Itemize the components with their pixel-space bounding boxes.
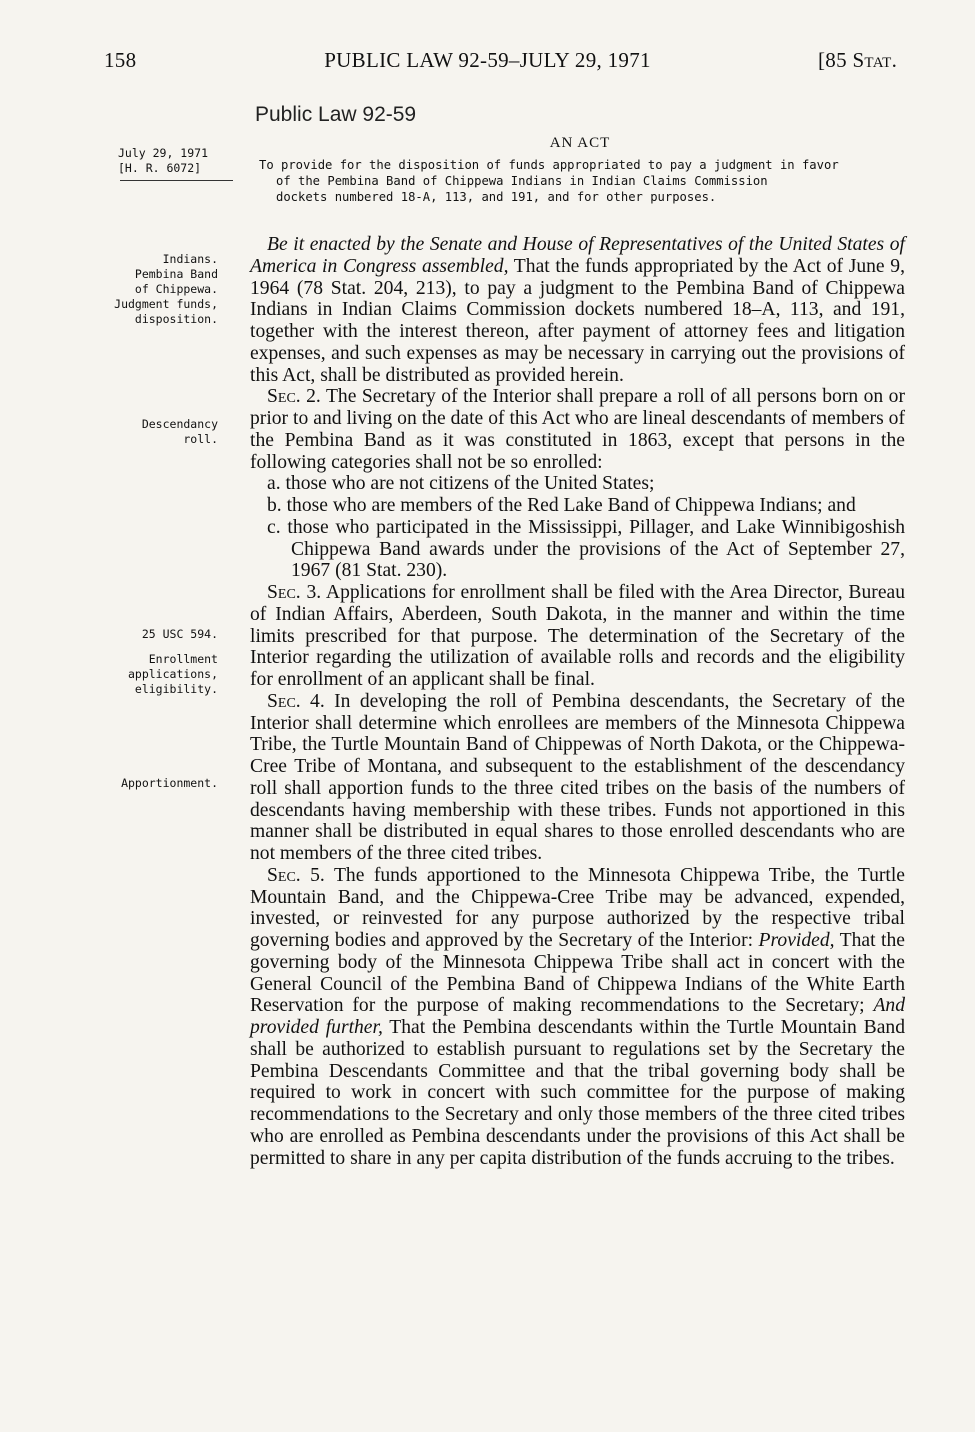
margin-note-apportionment: Apportionment. [121,776,218,790]
section-text: That the governing body of the Minnesota Chippewa Tribe shall act in concert with the General Council of the Pembina Band of Chippewa Indians of the White Earth Reservation for the purpose of making recommendations to the Secretary; [250,930,905,1017]
provided-further-italic: And provided further, [250,995,905,1038]
provided-italic: Provided, [758,930,835,951]
margin-line: roll. [183,432,218,446]
section-3 [250,582,905,691]
margin-line: disposition. [134,312,218,326]
date-line: July 29, 1971 [118,146,209,160]
margin-note-indians [88,252,218,327]
running-title: PUBLIC LAW 92-59–JULY 29, 1971 [324,48,651,72]
margin-note-enrollment [88,652,218,697]
act-heading: AN ACT [549,135,611,151]
list-item: c. those who participated in the Mississippi, Pillager, and Lake Winnibigoshish Chippewa Band awards under the provisions of the Act of September 27, 1967 (81 Stat. 230). [267,516,905,582]
section-text: The funds apportioned to the Minnesota Chippewa Tribe, the Turtle Mountain Band, and the Chippewa-Cree Tribe may be advanced, expended, invested, or reinvested for any purpose authorized by the respective tribal governing bodies and approved by the Secretary of the Interior: [250,864,906,951]
enacting-italic: Be it enacted by the Senate and House of Representatives of the United States of America in Congress assembled, [250,234,905,277]
bill-number: [H. R. 6072] [118,161,202,175]
purpose-line: of the Pembina Band of Chippewa Indians in Indian Claims Commission [276,174,768,188]
date-note [118,146,208,176]
margin-line: Indians. [162,252,218,266]
margin-line: Descendancy [141,417,218,431]
section-label: Sec. 2. [267,386,321,408]
section-text: In developing the roll of Pembina descendants, the Secretary of the Interior shall determine which enrollees are members of the Minnesota Chippewa Tribe, the Turtle Mountain Band of Chippewas of North Dakota, or the Chippewa-Cree Tribe of Montana, and subsequent to the establishment of the descendancy roll shall apportion funds to the three cited tribes on the basis of the numbers of descendants having membership with these tribes. Funds not apportioned in this manner shall be distributed in equal shares to those enrolled descendants who are not members of the three cited tribes. [250,690,906,864]
purpose-line: dockets numbered 18-A, 113, and 191, and for other purposes. [276,190,717,204]
section-text: That the Pembina descendants within the Turtle Mountain Band shall be authorized to establish pursuant to regulations set by the Secretary the Pembina Descendants Committee and that the tribal governing body shall be required to work in concert with such committee for the purpose of making recommendations to the Secretary and only those members of the three cited tribes who are enrolled as Pembina descendants under the provisions of this Act shall be permitted to share in any per capita distribution of the funds accruing to the tribes. [250,1017,905,1169]
section-label: Sec. 4. [267,690,325,712]
statute-body [250,234,905,1169]
margin-note-roll [88,417,218,447]
section-4 [250,691,905,865]
margin-line: Enrollment [148,652,218,666]
margin-note-usc: 25 USC 594. [141,627,218,641]
section-2 [250,386,905,473]
statute-volume [818,48,897,73]
page-number: 158 [104,48,137,72]
margin-line: applications, [127,667,218,681]
list-item: a. those who are not citizens of the United States; [267,473,655,495]
margin-line: Pembina Band [134,267,218,281]
section-1-text: That the funds appropriated by the Act of June 9, 1964 (78 Stat. 204, 213), to pay a judgment to the Pembina Band of Chippewa Indians in Indian Claims Commission dockets numbered 18–A, 113, and 191, together with the interest thereon, after payment of attorney fees and litigation expenses, and such expenses as may be necessary in carrying out the provisions of this Act, shall be distributed as provided herein. [250,255,905,386]
margin-line: eligibility. [134,682,218,696]
stat-prefix: [85 [818,48,853,72]
law-title: Public Law 92-59 [255,103,417,126]
margin-line: Judgment funds, [114,297,218,311]
section-text: The Secretary of the Interior shall prepare a roll of all persons born on or prior to and living on the date of this Act who are lineal descendants of members of the Pembina Band as it was constituted in 1863, except that persons in the following categories shall not be so enrolled: [250,386,905,473]
section-label: Sec. 3. [267,582,322,603]
section-text: Applications for enrollment shall be filed with the Area Director, Bureau of Indian Affairs, Aberdeen, South Dakota, in the manner and within the time limits prescribed for that purpose. The determination of the Secretary of the Interior regarding the utilization of available rolls and records and the eligibility for enrollment of an applicant shall be final. [250,582,906,690]
stat-word: Stat. [852,48,898,72]
enacting-clause [250,234,905,386]
section-label: Sec. 5. [267,864,325,886]
purpose-line: To provide for the disposition of funds appropriated to pay a judgment in favor [259,158,839,172]
margin-line: of Chippewa. [134,282,218,296]
margin-rule [120,180,233,181]
list-item: b. those who are members of the Red Lake Band of Chippewa Indians; and [267,495,856,516]
section-5 [250,865,905,1170]
act-purpose [259,157,907,205]
